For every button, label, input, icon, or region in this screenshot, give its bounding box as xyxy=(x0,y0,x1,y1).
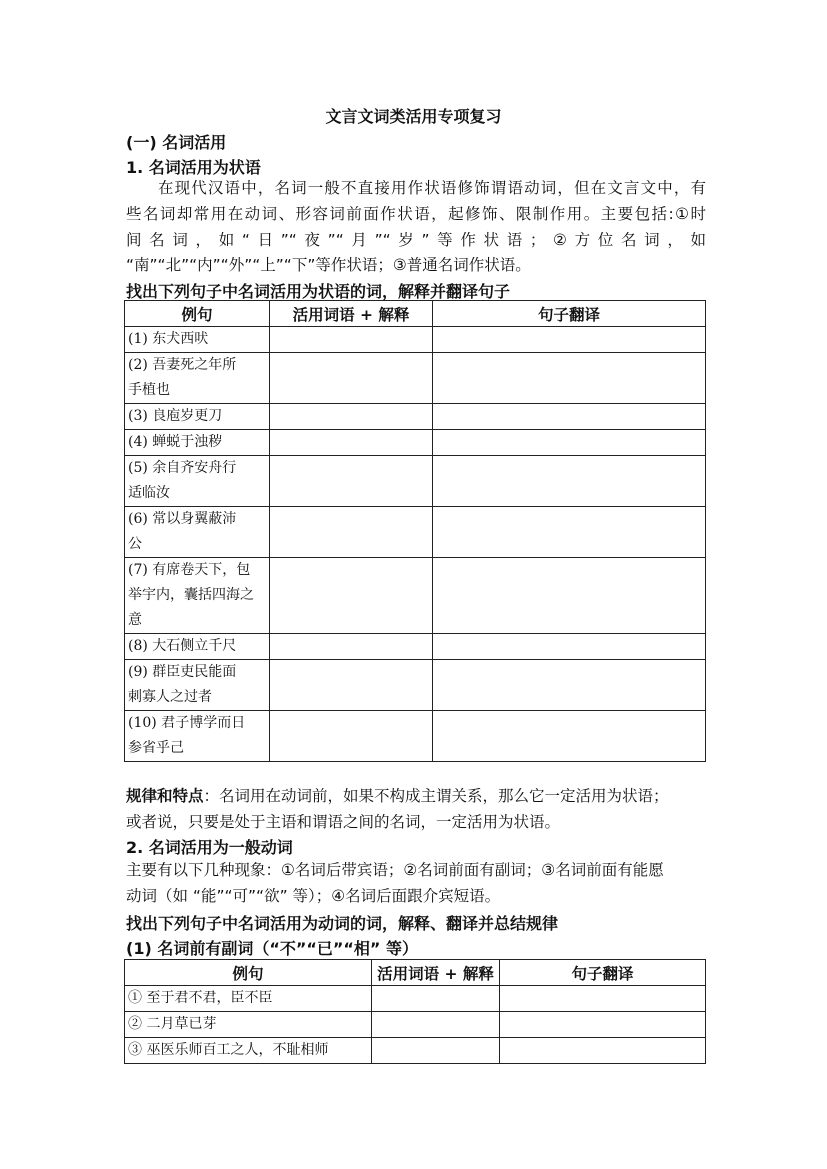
answer-cell[interactable] xyxy=(270,353,433,404)
table-row xyxy=(125,404,706,430)
example-cell: (9) 群臣吏民能面 刺寡人之过者 xyxy=(125,660,270,711)
rule-label: 规律和特点 xyxy=(126,787,204,805)
intro-line-2: 些名词却常用在动词、形容词前面作状语，起修饰、限制作用。主要包括:①时 xyxy=(126,205,706,223)
header-example: 例句 xyxy=(125,960,372,986)
translation-cell[interactable] xyxy=(500,1038,706,1064)
example-cell: ① 至于君不君，臣不臣 xyxy=(125,986,372,1012)
translation-cell[interactable] xyxy=(433,456,706,507)
translation-cell[interactable] xyxy=(433,660,706,711)
example-cell: (4) 蝉蜕于浊秽 xyxy=(125,430,270,456)
translation-cell[interactable] xyxy=(433,353,706,404)
translation-cell[interactable] xyxy=(433,430,706,456)
table-row xyxy=(125,558,706,634)
rule-line-2: 或者说，只要是处于主语和谓语之间的名词，一定活用为状语。 xyxy=(126,813,561,831)
example-cell: (2) 吾妻死之年所 手植也 xyxy=(125,353,270,404)
verb-intro-line-1: 主要有以下几种现象：①名词后带宾语；②名词前面有副词；③名词前面有能愿 xyxy=(126,861,664,879)
example-cell: (7) 有席卷天下，包 举宇内，囊括四海之 意 xyxy=(125,558,270,634)
table-row xyxy=(125,1012,706,1038)
translation-cell[interactable] xyxy=(433,404,706,430)
header-word-explain: 活用词语 + 解释 xyxy=(372,960,500,986)
task-heading-1: 找出下列句子中名词活用为状语的词，解释并翻译句子 xyxy=(126,282,511,301)
table-header-row xyxy=(125,960,706,986)
translation-cell[interactable] xyxy=(433,711,706,762)
translation-cell[interactable] xyxy=(500,986,706,1012)
section-heading-noun-usage: (一) 名词活用 xyxy=(126,133,227,152)
rule-line-1 xyxy=(126,783,706,809)
answer-cell[interactable] xyxy=(270,634,433,660)
answer-cell[interactable] xyxy=(270,327,433,353)
example-cell: (10) 君子博学而日 参省乎己 xyxy=(125,711,270,762)
table-row xyxy=(125,327,706,353)
table-row xyxy=(125,1038,706,1064)
answer-cell[interactable] xyxy=(270,711,433,762)
translation-cell[interactable] xyxy=(433,507,706,558)
intro-line-3: 间名词，如“日”“夜”“月”“岁”等作状语；②方位名词，如 xyxy=(126,231,706,249)
table-header-row xyxy=(125,301,706,327)
table-row xyxy=(125,711,706,762)
example-cell: (6) 常以身翼蔽沛 公 xyxy=(125,507,270,558)
translation-cell[interactable] xyxy=(433,327,706,353)
table-row xyxy=(125,507,706,558)
answer-cell[interactable] xyxy=(270,404,433,430)
translation-cell[interactable] xyxy=(500,1012,706,1038)
table-row xyxy=(125,456,706,507)
intro-line-1: 在现代汉语中，名词一般不直接用作状语修饰谓语动词，但在文言文中，有 xyxy=(158,179,706,197)
answer-cell[interactable] xyxy=(270,660,433,711)
example-cell: (3) 良庖岁更刀 xyxy=(125,404,270,430)
table-verb xyxy=(124,959,706,1064)
answer-cell[interactable] xyxy=(270,430,433,456)
translation-cell[interactable] xyxy=(433,558,706,634)
table-row xyxy=(125,353,706,404)
table-row xyxy=(125,634,706,660)
header-translation: 句子翻译 xyxy=(433,301,706,327)
table-row xyxy=(125,986,706,1012)
table-row xyxy=(125,660,706,711)
answer-cell[interactable] xyxy=(372,1012,500,1038)
header-translation: 句子翻译 xyxy=(500,960,706,986)
example-cell: (5) 余自齐安舟行 适临汝 xyxy=(125,456,270,507)
example-cell: (8) 大石侧立千尺 xyxy=(125,634,270,660)
answer-cell[interactable] xyxy=(270,507,433,558)
answer-cell[interactable] xyxy=(372,986,500,1012)
header-example: 例句 xyxy=(125,301,270,327)
translation-cell[interactable] xyxy=(433,634,706,660)
example-cell: (1) 东犬西吠 xyxy=(125,327,270,353)
verb-intro-line-2: 动词（如 “能”“可”“欲” 等）；④名词后面跟介宾短语。 xyxy=(126,887,501,905)
rule-text: ：名词用在动词前，如果不构成主谓关系，那么它一定活用为状语； xyxy=(203,787,669,805)
subheading-verb: 2. 名词活用为一般动词 xyxy=(126,838,293,857)
header-word-explain: 活用词语 + 解释 xyxy=(270,301,433,327)
subheading-adverbial: 1. 名词活用为状语 xyxy=(126,158,261,177)
task-heading-2: 找出下列句子中名词活用为动词的词，解释、翻译并总结规律 xyxy=(126,914,559,933)
intro-line-4: “南”“北”“内”“外”“上”“下”等作状语；③普通名词作状语。 xyxy=(126,256,531,274)
answer-cell[interactable] xyxy=(270,456,433,507)
table-adverbial xyxy=(124,300,706,762)
example-cell: ② 二月草已芽 xyxy=(125,1012,372,1038)
subheading-adverb-before-noun: (1) 名词前有副词（“不”“已”“相” 等） xyxy=(126,939,418,958)
answer-cell[interactable] xyxy=(270,558,433,634)
table-row xyxy=(125,430,706,456)
answer-cell[interactable] xyxy=(372,1038,500,1064)
doc-title: 文言文词类活用专项复习 xyxy=(325,107,502,126)
example-cell: ③ 巫医乐师百工之人，不耻相师 xyxy=(125,1038,372,1064)
